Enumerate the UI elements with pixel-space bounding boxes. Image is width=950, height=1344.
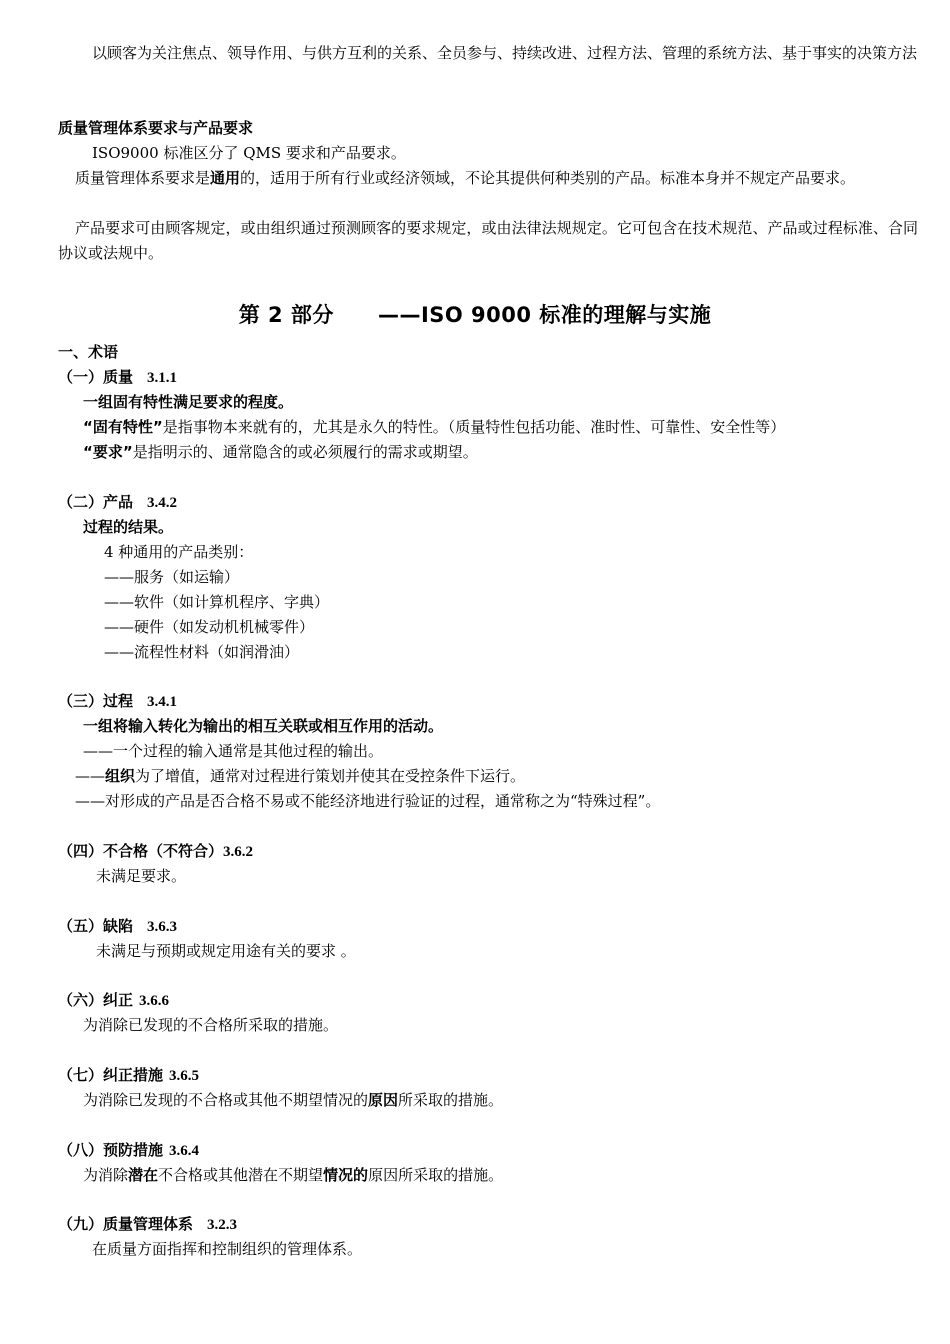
- term-quality-note-2-bold: “要求”: [83, 443, 133, 461]
- list-item: ——流程性材料（如润滑油）: [104, 643, 300, 661]
- term-corrective-action-def-pre: 为消除已发现的不合格或其他不期望情况的: [83, 1091, 369, 1109]
- term-preventive-action-definition: [83, 1163, 943, 1188]
- term-correction-code: 3.6.6: [139, 993, 170, 1009]
- principles-paragraph: 以顾客为关注焦点、领导作用、与供方互利的关系、全员参与、持续改进、过程方法、管理的系统方法、基于事实的决策方法: [92, 44, 918, 62]
- term-corrective-action-def-post: 所采取的措施。: [398, 1091, 504, 1109]
- term-quality-heading: [58, 365, 918, 391]
- term-preventive-action-def-bold-2: 情况的: [323, 1166, 369, 1184]
- part2-heading: [0, 300, 950, 330]
- qms-line-2: [58, 166, 918, 191]
- qms-line-2-post: 的，适用于所有行业或经济领域，不论其提供何种类别的产品。标准本身并不规定产品要求。: [240, 169, 856, 187]
- term-corrective-action-heading: [58, 1063, 918, 1089]
- term-process-heading: [58, 689, 918, 715]
- qms-section-title: 质量管理体系要求与产品要求: [58, 119, 254, 137]
- term-quality-note-2: [83, 440, 943, 465]
- term-quality-note-1-bold: “固有特性”: [83, 418, 163, 436]
- term-quality-note-1: [83, 415, 943, 440]
- term-quality-code: 3.1.1: [147, 370, 178, 386]
- term-process-note-2-bold: 组织: [105, 767, 136, 785]
- term-corrective-action-label: （七）纠正措施: [58, 1066, 164, 1084]
- term-defect-heading: [58, 914, 918, 940]
- term-corrective-action-def-bold: 原因: [368, 1091, 399, 1109]
- term-corrective-action-definition: [83, 1088, 943, 1113]
- term-corrective-action-code: 3.6.5: [169, 1068, 200, 1084]
- term-preventive-action-def-bold-1: 潜在: [128, 1166, 159, 1184]
- term-process-label: （三）过程: [58, 692, 134, 710]
- term-product-label: （二）产品: [58, 493, 134, 511]
- term-quality-note-1-text: 是指事物本来就有的，尤其是永久的特性。（质量特性包括功能、准时性、可靠性、安全性等）: [162, 418, 786, 436]
- part2-heading-part: 第 2 部分: [238, 303, 334, 327]
- term-defect-definition: 未满足与预期或规定用途有关的要求 。: [96, 942, 356, 960]
- term-preventive-action-heading: [58, 1138, 918, 1164]
- term-correction-definition: 为消除已发现的不合格所采取的措施。: [83, 1016, 339, 1034]
- term-nonconformity-label: （四）不合格（不符合）: [58, 842, 224, 860]
- list-item: ——服务（如运输）: [104, 568, 240, 586]
- qms-line-1: ISO9000 标准区分了 QMS 要求和产品要求。: [92, 144, 406, 162]
- term-defect-code: 3.6.3: [147, 919, 178, 935]
- term-product-heading: [58, 490, 918, 516]
- term-product-categories-intro: 4 种通用的产品类别：: [104, 543, 254, 561]
- term-qms-definition: 在质量方面指挥和控制组织的管理体系。: [92, 1240, 363, 1258]
- term-product-definition: 过程的结果。: [83, 518, 174, 536]
- term-process-note-3: ——对形成的产品是否合格不易或不能经济地进行验证的过程，通常称之为“特殊过程”。: [75, 792, 661, 810]
- term-preventive-action-def-post: 原因所采取的措施。: [368, 1166, 504, 1184]
- term-correction-heading: [58, 988, 918, 1014]
- term-quality-note-2-text: 是指明示的、通常隐含的或必须履行的需求或期望。: [132, 443, 478, 461]
- list-item: ——硬件（如发动机机械零件）: [104, 618, 315, 636]
- term-process-definition: 一组将输入转化为输出的相互关联或相互作用的活动。: [83, 717, 444, 735]
- term-nonconformity-definition: 未满足要求。: [96, 867, 187, 885]
- term-correction-label: （六）纠正: [58, 991, 134, 1009]
- list-item: ——软件（如计算机程序、字典）: [104, 593, 330, 611]
- term-preventive-action-label: （八）预防措施: [58, 1141, 164, 1159]
- term-qms-code: 3.2.3: [207, 1217, 238, 1233]
- term-process-note-2-post: 为了增值，通常对过程进行策划并使其在受控条件下运行。: [135, 767, 526, 785]
- term-quality-definition: 一组固有特性满足要求的程度。: [83, 393, 294, 411]
- term-qms-heading: [58, 1212, 918, 1238]
- term-process-code: 3.4.1: [147, 694, 178, 710]
- term-preventive-action-code: 3.6.4: [169, 1143, 200, 1159]
- qms-line-2-pre: 质量管理体系要求是: [75, 169, 211, 187]
- qms-line-3: 产品要求可由顾客规定，或由组织通过预测顾客的要求规定，或由法律法规规定。它可包含在技术规范、产品或过程标准、合同协议或法规中。: [58, 219, 918, 262]
- term-quality-label: （一）质量: [58, 368, 134, 386]
- term-preventive-action-def-pre: 为消除: [83, 1166, 129, 1184]
- term-nonconformity-heading: [58, 839, 918, 865]
- term-preventive-action-def-mid: 不合格或其他潜在不期望: [158, 1166, 324, 1184]
- term-defect-label: （五）缺陷: [58, 917, 134, 935]
- terms-title: 一、术语: [58, 343, 119, 361]
- qms-line-2-bold: 通用: [210, 169, 241, 187]
- term-process-note-2-pre: ——: [75, 767, 105, 785]
- term-process-note-2: [75, 764, 935, 789]
- term-qms-label: （九）质量管理体系: [58, 1215, 194, 1233]
- term-nonconformity-code: 3.6.2: [223, 844, 254, 860]
- part2-heading-title: ——ISO 9000 标准的理解与实施: [377, 303, 712, 327]
- term-process-note-1: ——一个过程的输入通常是其他过程的输出。: [83, 742, 384, 760]
- term-product-code: 3.4.2: [147, 495, 178, 511]
